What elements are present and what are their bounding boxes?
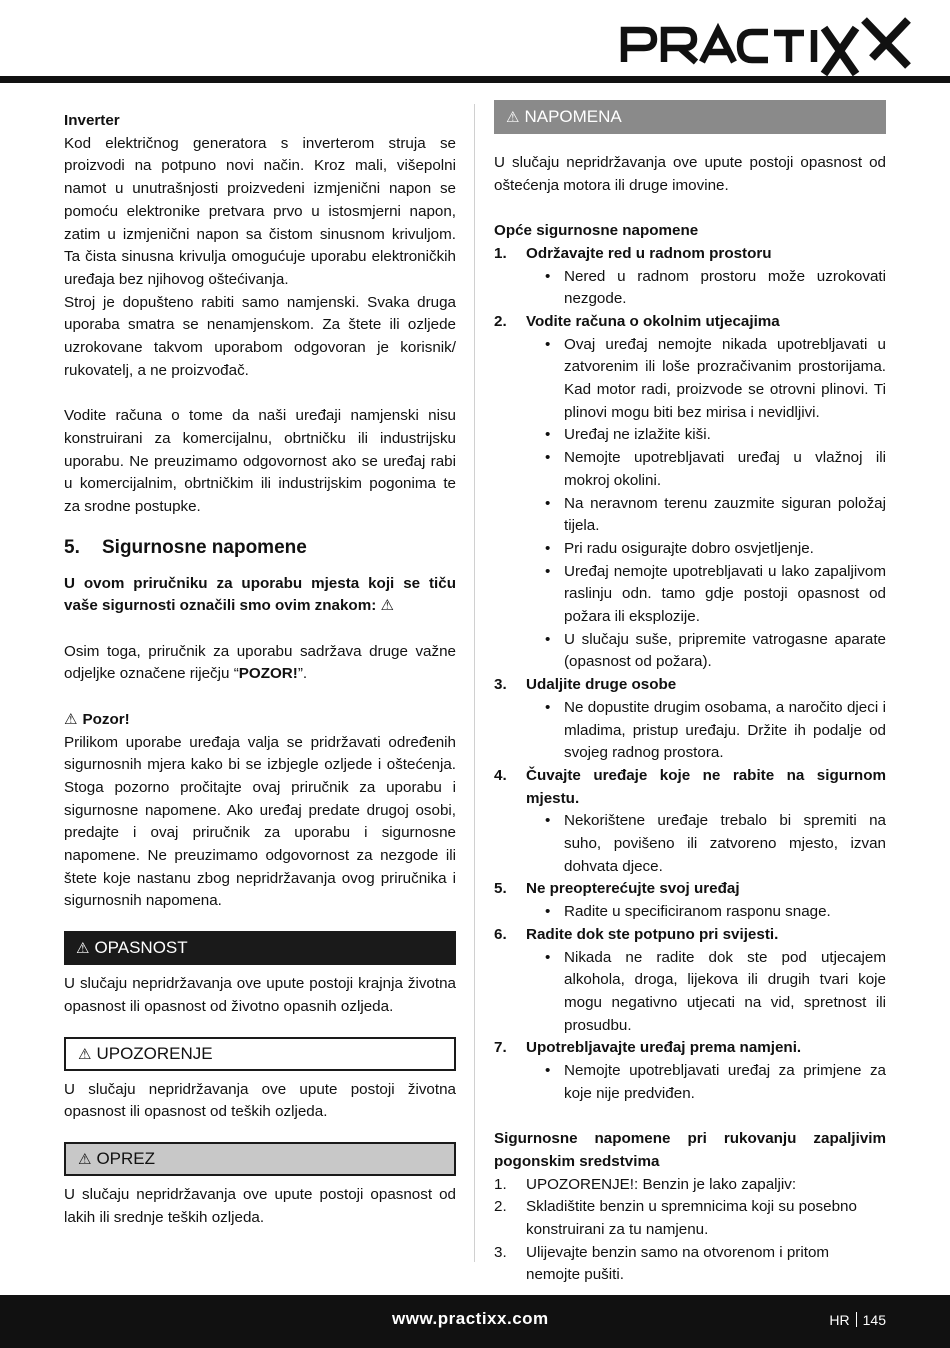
- bullet-item: • Nemojte upotrebljavati uređaj za primjene za koje nije predviđen.: [545, 1062, 886, 1102]
- intended-use-paragraph: Stroj je dopušteno rabiti samo namjenski. Svaka druga uporaba smatra se nenamjenskom. Za štete ili ozljede uzrokovane takvom uporabom odgovoran je korisnik/ rukovatelj, a ne proizvođač.: [64, 293, 456, 379]
- item-title: Upotrebljavajte uređaj prema namjeni.: [526, 1039, 802, 1057]
- item-number: 3.: [494, 1243, 507, 1261]
- bullet-item: • Ne dopustite drugim osobama, a naročito djeci i mladima, pristup uređaju. Držite ih podalje od svojeg radnog prostora.: [545, 698, 886, 762]
- warning-box: [64, 1037, 456, 1071]
- general-safety-list: [494, 243, 886, 1106]
- bullet-item: • Nekorištene uređaje trebalo bi spremiti na suho, povišeno ili zatvoreno mjesto, izvan dohvata djece.: [545, 812, 886, 875]
- commercial-use-paragraph: Vodite računa o tome da naši uređaji namjenski nisu konstruirani za komercijalnu, obrtničku ili industrijsku uporabu. Ne preuzimamo odgovornost ako se uređaj rabi u komercijalnim, obrtničkim ili industrijskim pogonima te za srodne postupke.: [64, 407, 456, 515]
- inverter-paragraph: Kod električnog generatora s inverterom struja se proizvodi na potpuno novi način. Kroz mali, višepolni namot u unutrašnjosti proizvedeni izmjenični napon se pomoću elektronike pretvara prvo u istosmjerni napon, zatim u izmjenični napon sa čistom sinusnom krivuljom. Ta čista sinusna krivulja omogućuje uporabu elektroničkih uređaja bez njihovog oštećivanja.: [64, 134, 456, 288]
- fuel-safety-heading: Sigurnosne napomene pri rukovanju zapaljivim pogonskim sredstvima: [494, 1130, 886, 1170]
- right-column: [494, 107, 886, 1287]
- note-paragraph: U slučaju nepridržavanja ove upute postoji opasnost od oštećenja motora ili druge imovine.: [494, 154, 886, 194]
- section-number: 5.: [64, 536, 80, 558]
- list-item: [494, 1196, 886, 1241]
- warning-triangle-icon: ⚠: [64, 710, 78, 728]
- note-box: [494, 100, 886, 134]
- item-text: Ulijevajte benzin samo na otvorenom i pritom nemojte pušiti.: [526, 1243, 830, 1284]
- danger-box: [64, 931, 456, 965]
- other-sections-word: POZOR!: [238, 665, 298, 683]
- warning-triangle-icon: ⚠: [78, 1150, 92, 1168]
- bullet-item: • Na neravnom terenu zauzmite siguran položaj tijela.: [545, 494, 886, 535]
- bullet-item: • Nikada ne radite dok ste pod utjecajem alkohola, droga, lijekova ili drugih tvari koje mogu negativno utjecati na vid, spretnost ili prosudbu.: [545, 948, 886, 1034]
- bullet-item: • U slučaju suše, pripremite vatrogasne aparate (opasnost od požara).: [545, 630, 886, 671]
- bullet-item: • Uređaj nemojte upotrebljavati u lako zapaljivom raslinju odn. tamo gdje postoji opasnost od požara ili eksplozije.: [545, 562, 886, 626]
- item-number: 2.: [494, 1198, 507, 1216]
- left-column: [64, 110, 456, 1229]
- item-number: 1.: [494, 1175, 507, 1193]
- item-text: UPOZORENJE!: Benzin je lako zapaljiv:: [526, 1175, 797, 1193]
- bullet-item: • Radite u specificiranom rasponu snage.: [545, 903, 831, 921]
- website-url: www.practixx.com: [392, 1309, 549, 1328]
- note-label: NAPOMENA: [524, 107, 622, 126]
- list-item: [494, 243, 886, 311]
- item-title: Udaljite druge osobe: [526, 676, 677, 694]
- bullet-item: • Pri radu osigurajte dobro osvjetljenje.: [545, 539, 814, 557]
- warning-triangle-icon: ⚠: [78, 1045, 92, 1063]
- symbol-intro-text: U ovom priručniku za uporabu mjesta koji se tiču vaše sigurnosti označili smo ovim znakom:: [64, 574, 456, 615]
- column-divider: [474, 104, 475, 1262]
- header-rule: [0, 76, 950, 83]
- warning-triangle-icon: ⚠: [76, 940, 90, 958]
- item-number: 2.: [494, 312, 507, 330]
- list-item: [494, 1037, 886, 1105]
- list-item: [494, 1242, 886, 1287]
- item-number: 3.: [494, 676, 507, 694]
- list-item: [494, 765, 886, 879]
- list-item: [494, 924, 886, 1038]
- general-safety-heading: Opće sigurnosne napomene: [494, 222, 699, 240]
- section-heading: [64, 535, 456, 561]
- danger-label: OPASNOST: [94, 938, 188, 958]
- item-title: Ne preopterećujte svoj uređaj: [526, 880, 740, 898]
- warning-triangle-icon: ⚠: [380, 597, 394, 615]
- caution-box: [64, 1142, 456, 1176]
- section-title: Sigurnosne napomene: [102, 536, 307, 558]
- inverter-heading: Inverter: [64, 112, 120, 129]
- item-title: Čuvajte uređaje koje ne rabite na sigurnom mjestu.: [526, 766, 886, 807]
- warning-triangle-icon: ⚠: [506, 109, 520, 126]
- other-sections-suffix: ”.: [297, 665, 308, 683]
- page-number: 145: [862, 1312, 886, 1328]
- item-number: 7.: [494, 1039, 507, 1057]
- item-number: 5.: [494, 880, 507, 898]
- other-sections-paragraph: [64, 641, 456, 686]
- item-title: Radite dok ste potpuno pri svijesti.: [526, 925, 779, 943]
- warning-label: UPOZORENJE: [96, 1043, 213, 1063]
- bullet-item: • Nered u radnom prostoru može uzrokovati nezgode.: [545, 267, 886, 308]
- attention-title: Pozor!: [82, 710, 130, 728]
- practixx-logo: [618, 14, 914, 76]
- fuel-safety-list: [494, 1174, 886, 1288]
- footer-bar: [0, 1295, 950, 1348]
- item-number: 1.: [494, 244, 507, 262]
- bullet-item: • Uređaj ne izlažite kiši.: [545, 426, 711, 444]
- warning-paragraph: U slučaju nepridržavanja ove upute postoji životna opasnost ili opasnost od teških ozljeda.: [64, 1080, 456, 1121]
- caution-label: OPREZ: [96, 1148, 156, 1168]
- list-item: [494, 674, 886, 765]
- item-title: Održavajte red u radnom prostoru: [526, 244, 772, 262]
- item-number: 4.: [494, 766, 507, 784]
- page-indicator: [829, 1309, 886, 1332]
- list-item: [494, 1174, 886, 1197]
- list-item: [494, 878, 886, 923]
- symbol-intro-paragraph: [64, 573, 456, 618]
- item-title: Vodite računa o okolnim utjecajima: [526, 312, 780, 330]
- language-code: HR: [829, 1312, 850, 1328]
- item-text: Skladištite benzin u spremnicima koji su posebno konstruirani za tu namjenu.: [526, 1198, 857, 1239]
- other-sections-prefix: Osim toga, priručnik za uporabu sadržava druge važne odjeljke označene riječju “: [64, 642, 456, 683]
- bullet-item: • Ovaj uređaj nemojte nikada upotrebljavati u zatvorenim ili loše prozračivanim prostorijama. Kad motor radi, proizvode se otrovni plinovi. Ti plinovi mogu biti bez mirisa i nevidljivi.: [545, 335, 886, 421]
- item-number: 6.: [494, 925, 507, 943]
- danger-paragraph: U slučaju nepridržavanja ove upute postoji krajnja životna opasnost ili opasnost od životno opasnih ozljeda.: [64, 975, 456, 1015]
- list-item: [494, 311, 886, 674]
- caution-paragraph: U slučaju nepridržavanja ove upute postoji opasnost od lakih ili srednje teških ozljeda.: [64, 1185, 456, 1226]
- attention-heading: [64, 709, 456, 732]
- attention-paragraph: Prilikom uporabe uređaja valja se pridržavati određenih sigurnosnih mjera kako bi se izbjegle ozljede i oštećenja. Stoga pozorno pročitajte ovaj priručnik za uporabu i sigurnosne napomene. Ako uređaj predate drugoj osobi, predajte i ovaj priručnik za uporabu i sigurnosne napomene. Ne preuzimamo odgovornost za nezgode ili štete koje nastanu zbog nepridržavanja ovog priručnika i sigurnosnih napomena.: [64, 733, 456, 910]
- bullet-item: • Nemojte upotrebljavati uređaj u vlažnoj ili mokroj okolini.: [545, 449, 886, 489]
